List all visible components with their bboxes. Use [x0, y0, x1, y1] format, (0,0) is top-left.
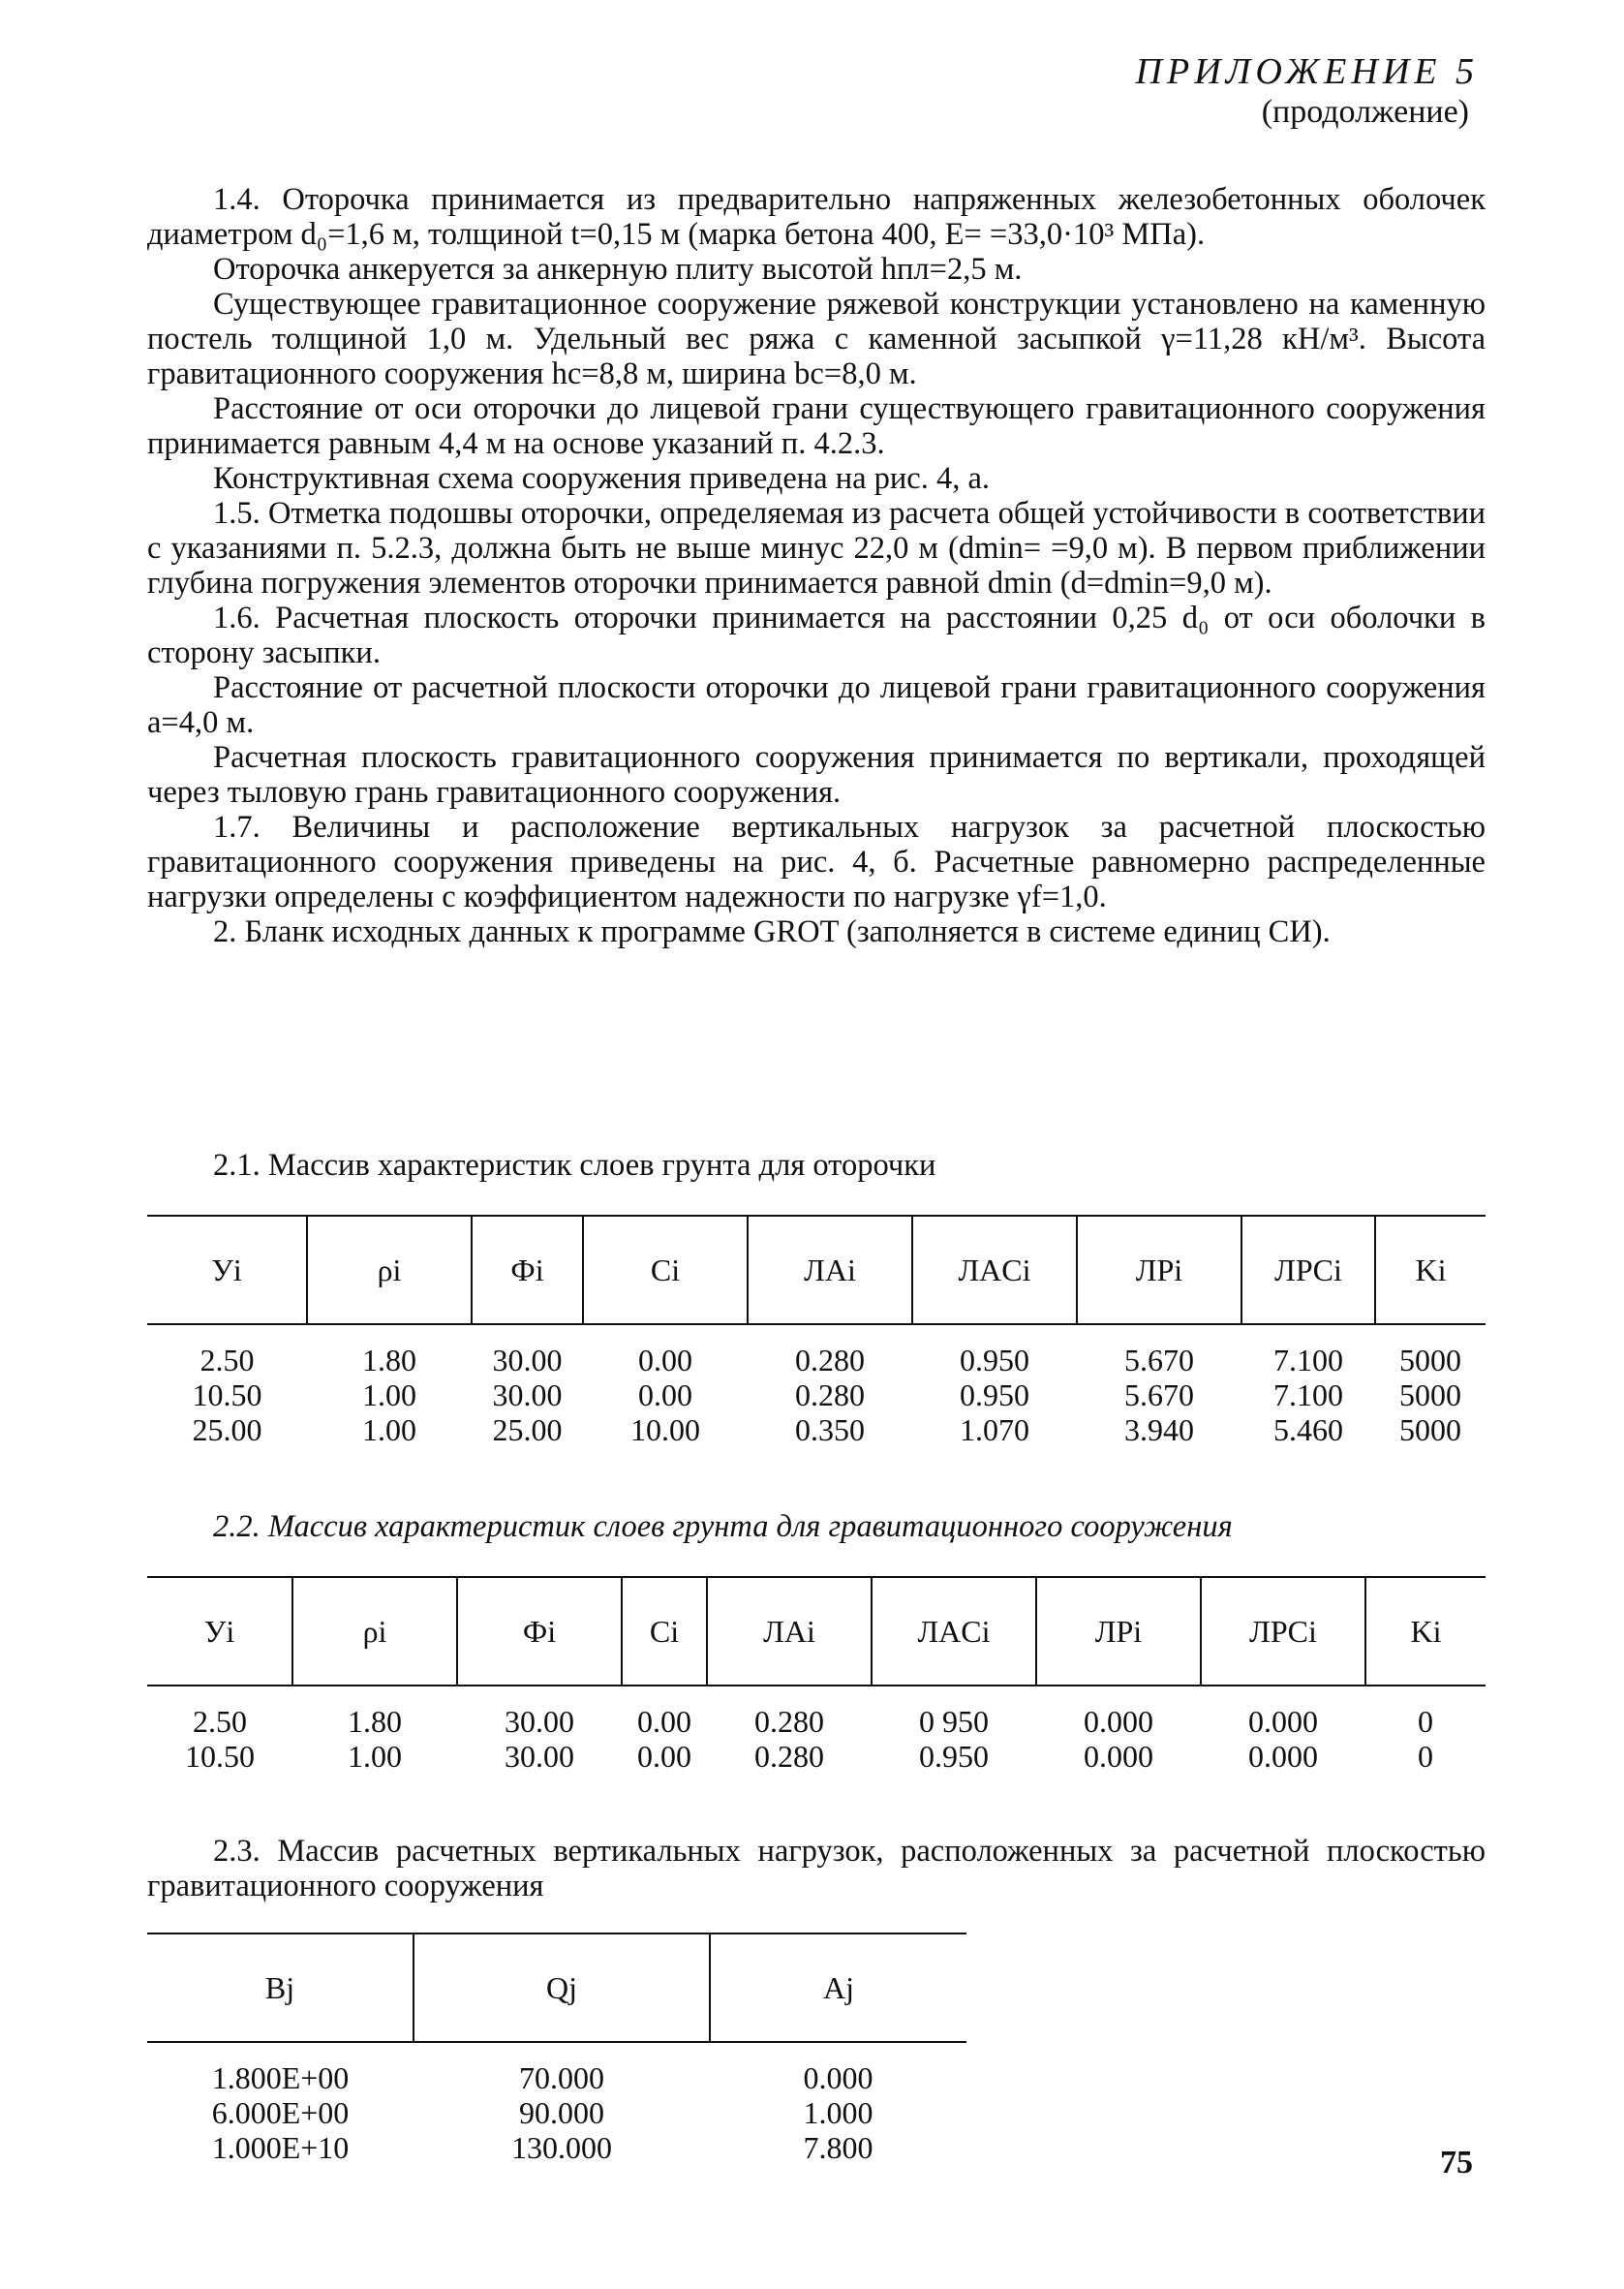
- col-header: ЛPCi: [1201, 1577, 1365, 1686]
- table-cell: 25.00: [492, 1412, 563, 1447]
- table-cell: 0.950: [960, 1377, 1029, 1412]
- table-cell: 30.00: [505, 1704, 574, 1739]
- col-header: Уi: [147, 1216, 307, 1324]
- table-cell: 1.000: [803, 2095, 873, 2130]
- table-cell: 0.950: [919, 1739, 989, 1774]
- table-cell: 6.000E+00: [211, 2095, 350, 2130]
- table-row: [147, 1686, 1486, 1739]
- table-cell: 0.00: [637, 1739, 691, 1774]
- table-header-row: [147, 1577, 1486, 1686]
- paragraph-existing-structure: Существующее гравитационное сооружение ряжевой конструкции установлено на каменную постель толщиной 1,0 м. Удельный вес ряжа с каменной засыпкой γ=11,28 кН/м³. Высота гравитационного сооружения hс=8,8 м, ширина bс=8,0 м.: [147, 287, 1486, 391]
- paragraph-1-7: 1.7. Величины и расположение вертикальных нагрузок за расчетной плоскостью гравитационного сооружения приведены на рис. 4, б. Расчетные равномерно распределенные нагрузки определены с коэффициентом надежности по нагрузке γf=1,0.: [147, 810, 1486, 914]
- table-cell: 0.00: [638, 1343, 692, 1377]
- table-cell: 2.50: [199, 1343, 255, 1377]
- table3-caption: 2.3. Массив расчетных вертикальных нагрузок, расположенных за расчетной плоскостью гравитационного сооружения: [147, 1834, 1486, 1903]
- col-header: Фi: [457, 1577, 622, 1686]
- col-header: ЛAi: [748, 1216, 912, 1324]
- col-header: Ci: [622, 1577, 707, 1686]
- paragraph-scheme: Конструктивная схема сооружения приведена на рис. 4, а.: [213, 461, 991, 496]
- paragraph-1-4: 1.4. Оторочка принимается из предварительно напряженных железобетонных оболочек диаметром d₀=1,6 м, толщиной t=0,15 м (марка бетона 400, E= =33,0·10³ МПа).: [147, 182, 1486, 252]
- col-header: ЛPCi: [1241, 1216, 1375, 1324]
- col-header: ЛPi: [1077, 1216, 1241, 1324]
- table-cell: 1.000E+10: [211, 2130, 350, 2165]
- col-header: ρi: [292, 1577, 457, 1686]
- col-header: ЛAi: [707, 1577, 872, 1686]
- table-cell: 0.000: [1084, 1704, 1153, 1739]
- table-cell: 25.00: [192, 1412, 262, 1447]
- col-header: ЛPi: [1036, 1577, 1201, 1686]
- soil-layers-table-gravity: [147, 1576, 1486, 1774]
- vertical-loads-table: [147, 1933, 966, 2165]
- table-cell: 5000: [1399, 1377, 1461, 1412]
- table-cell: 130.000: [511, 2130, 612, 2165]
- paragraph-1-5: 1.5. Отметка подошвы оторочки, определяемая из расчета общей устойчивости в соответствии с указаниями п. 5.2.3, должна быть не выше минус 22,0 м (dmin= =9,0 м). В первом приближении глубина погружения элементов оторочки принимается равной dmin (d=dmin=9,0 м).: [147, 496, 1486, 601]
- table-cell: 30.00: [505, 1739, 574, 1774]
- table-cell: 1.00: [362, 1377, 416, 1412]
- table-cell: 30.00: [492, 1343, 563, 1377]
- paragraph-1-6: 1.6. Расчетная плоскость оторочки принимается на расстоянии 0,25 d₀ от оси оболочки в сторону засыпки.: [147, 601, 1486, 670]
- paragraph-distance-axis: Расстояние от оси оторочки до лицевой грани существующего гравитационного сооружения принимается равным 4,4 м на основе указаний п. 4.2.3.: [147, 391, 1486, 461]
- col-header: ρi: [307, 1216, 472, 1324]
- col-header: ЛACi: [912, 1216, 1077, 1324]
- table-cell: 3.940: [1124, 1412, 1194, 1447]
- table-cell: 7.800: [803, 2130, 873, 2165]
- table-cell: 1.070: [960, 1412, 1029, 1447]
- table-cell: 0.00: [637, 1704, 691, 1739]
- col-header: Qj: [414, 1933, 710, 2042]
- table-cell: 0.280: [795, 1377, 865, 1412]
- table-cell: 0.000: [1084, 1739, 1153, 1774]
- table-row: [147, 2042, 966, 2095]
- table-cell: 0.00: [638, 1377, 692, 1412]
- table-cell: 5.670: [1124, 1377, 1194, 1412]
- table-cell: 0.280: [754, 1739, 824, 1774]
- table-cell: 10.50: [192, 1377, 262, 1412]
- col-header: Bj: [147, 1933, 414, 2042]
- table-cell: 0.280: [795, 1343, 865, 1377]
- appendix-subtitle: (продолжение): [1261, 94, 1469, 130]
- table-cell: 0.280: [754, 1704, 824, 1739]
- table-cell: 0.950: [960, 1343, 1029, 1377]
- table-header-row: [147, 1216, 1486, 1324]
- col-header: Фi: [472, 1216, 583, 1324]
- table-cell: 1.00: [362, 1412, 416, 1447]
- appendix-header: [1136, 50, 1479, 132]
- table-cell: 0.000: [1248, 1739, 1318, 1774]
- table-cell: 1.00: [348, 1739, 402, 1774]
- table-cell: 7.100: [1273, 1343, 1343, 1377]
- table-cell: 1.800E+00: [211, 2060, 350, 2095]
- col-header: Ci: [583, 1216, 748, 1324]
- table-row: [147, 1739, 1486, 1774]
- table-cell: 7.100: [1273, 1377, 1343, 1412]
- col-header: ЛACi: [872, 1577, 1036, 1686]
- table-cell: 70.000: [519, 2060, 604, 2095]
- table-cell: 30.00: [492, 1377, 563, 1412]
- table-cell: 0.350: [795, 1412, 865, 1447]
- col-header: Уi: [147, 1577, 292, 1686]
- table-cell: 0.000: [803, 2060, 873, 2095]
- table-cell: 1.80: [348, 1704, 402, 1739]
- col-header: Ki: [1365, 1577, 1486, 1686]
- paragraph-anchor: Оторочка анкеруется за анкерную плиту высотой hпл=2,5 м.: [213, 252, 1023, 287]
- table1-caption: 2.1. Массив характеристик слоев грунта для оторочки: [213, 1148, 936, 1183]
- table-row: [147, 2130, 966, 2165]
- table-cell: 10.00: [630, 1412, 700, 1447]
- table-cell: 2.50: [193, 1704, 247, 1739]
- body-text: [147, 182, 1486, 949]
- table-cell: 0 950: [919, 1704, 989, 1739]
- table-cell: 10.50: [185, 1739, 255, 1774]
- table-row: [147, 1324, 1486, 1377]
- table-cell: 0: [1418, 1704, 1433, 1739]
- table-row: [147, 1377, 1486, 1412]
- appendix-title: ПРИЛОЖЕНИЕ 5: [1135, 51, 1479, 92]
- table2-caption: 2.2. Массив характеристик слоев грунта для гравитационного сооружения: [213, 1509, 1233, 1544]
- paragraph-2: 2. Бланк исходных данных к программе GROT (заполняется в системе единиц СИ).: [213, 914, 1331, 949]
- table-header-row: [147, 1933, 966, 2042]
- page-number: 75: [1440, 2145, 1473, 2181]
- table-cell: 5.460: [1273, 1412, 1343, 1447]
- table-cell: 5000: [1399, 1343, 1461, 1377]
- table-cell: 5000: [1399, 1412, 1461, 1447]
- table-row: [147, 1412, 1486, 1447]
- table-cell: 5.670: [1124, 1343, 1194, 1377]
- table-cell: 0.000: [1248, 1704, 1318, 1739]
- table-cell: 0: [1418, 1739, 1433, 1774]
- paragraph-design-plane-gravity: Расчетная плоскость гравитационного сооружения принимается по вертикали, проходящей через тыловую грань гравитационного сооружения.: [147, 740, 1486, 810]
- col-header: Ki: [1375, 1216, 1486, 1324]
- table-row: [147, 2095, 966, 2130]
- soil-layers-table-fringe: [147, 1215, 1486, 1447]
- table-cell: 90.000: [519, 2095, 604, 2130]
- paragraph-design-plane-distance: Расстояние от расчетной плоскости оторочки до лицевой грани гравитационного сооружения a=4,0 м.: [147, 670, 1486, 740]
- col-header: Aj: [710, 1933, 966, 2042]
- table-cell: 1.80: [362, 1343, 416, 1377]
